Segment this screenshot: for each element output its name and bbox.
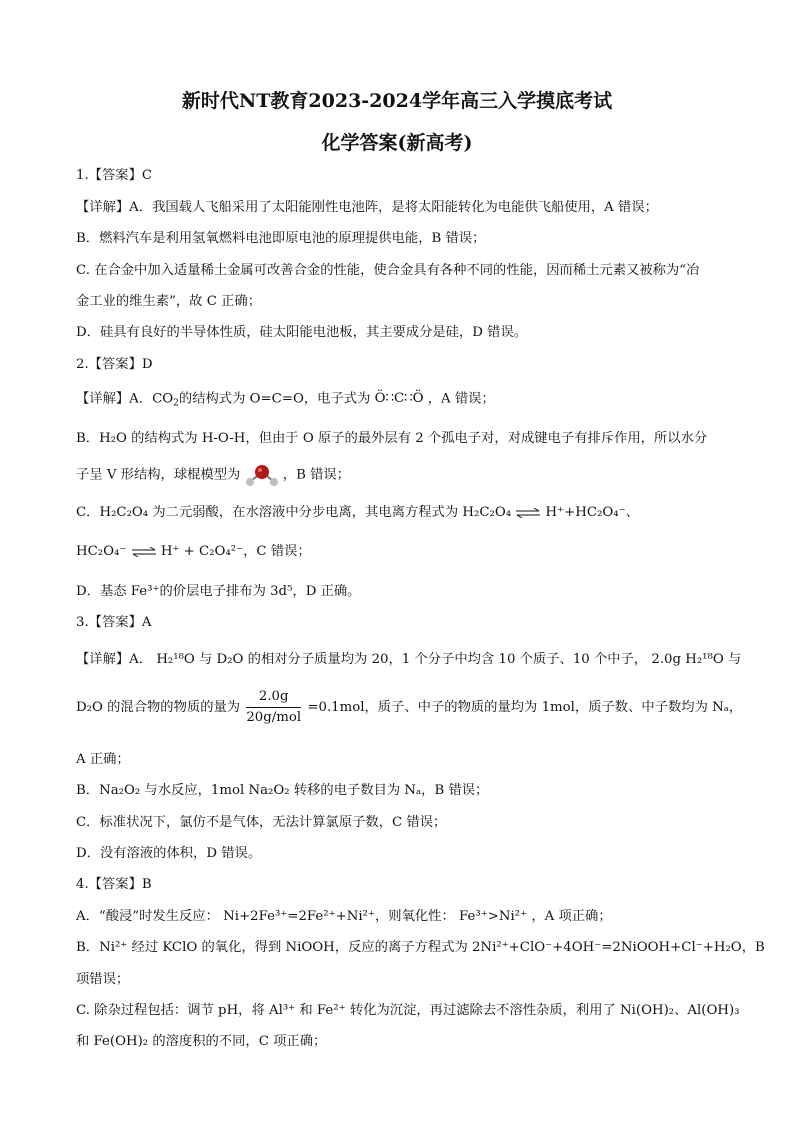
lewis-o-left: Ö [374, 391, 386, 406]
q2-a-prefix: 【详解】A．CO [76, 391, 174, 407]
q2-c2-prefix: HC₂O₄⁻ [76, 544, 127, 559]
q2-a-middle: 的结构式为 O=C=O，电子式为 [178, 391, 371, 407]
q3-option-a-line2 [76, 688, 743, 727]
q2-a-suffix: ，A 错误； [427, 391, 495, 407]
q4-option-c-line1: C. 除杂过程包括：调节 pH，将 Al³⁺ 和 Fe²⁺ 转化为沉淀，再过滤除去不溶性杂质，利用了 Ni(OH)₂、Al(OH)₃ [76, 1003, 740, 1018]
q2-b2-suffix: ，B 错误； [282, 467, 350, 483]
q2-answer: 2.【答案】D [76, 357, 153, 372]
lewis-c-center: ∷C∷ [385, 391, 413, 406]
q4-option-a: A．“酸浸”时发生反应： Ni+2Fe³⁺=2Fe²⁺+Ni²⁺，则氧化性： Fe³⁺>Ni²⁺ ，A 项正确； [76, 909, 612, 924]
q3-option-d: D．没有溶液的体积，D 错误。 [76, 846, 262, 861]
q1-option-d: D．硅具有良好的半导体性质，硅太阳能电池板，其主要成分是硅，D 错误。 [76, 325, 528, 340]
q2-b2-prefix: 子呈 V 形结构，球棍模型为 [76, 467, 241, 483]
q3-option-a-line3: A 正确； [76, 752, 130, 767]
q2-option-a [76, 390, 726, 413]
doc-title: 新时代NT教育2023-2024学年高三入学摸底考试 [181, 90, 613, 112]
q1-option-c-line1: C. 在合金中加入适量稀土金属可改善合金的性能，使合金具有各种不同的性能，因而稀土元素又被称为“冶 [76, 263, 700, 278]
q2-option-c-line2 [76, 543, 726, 561]
q1-option-b: B．燃料汽车是利用氢氧燃料电池即原电池的原理提供电能，B 错误； [76, 231, 486, 246]
q1-option-c-line2: 金工业的维生素”，故 C 正确； [76, 294, 261, 309]
q3-a2-suffix: =0.1mol，质子、中子的物质的量均为 1mol，质子数、中子数均为 Nₐ， [307, 700, 743, 715]
fraction-denominator: 20g/mol [246, 710, 302, 725]
q2-option-b-line1: B．H₂O 的结构式为 H-O-H，但由于 O 原子的最外层有 2 个孤电子对，对成键电子有排斥作用，所以水分 [76, 431, 708, 446]
q3-a2-prefix: D₂O 的混合物的物质的量为 [76, 700, 241, 715]
q3-option-a-line1: 【详解】A． H₂¹⁸O 与 D₂O 的相对分子质量均为 20，1 个分子中均含 10 个质子、10 个中子， 2.0g H₂¹⁸O 与 [76, 652, 742, 667]
q4-option-b-line1: B．Ni²⁺ 经过 KClO 的氧化，得到 NiOOH，反应的离子方程式为 2Ni²⁺+ClO⁻+4OH⁻=2NiOOH+Cl⁻+H₂O，B [76, 940, 765, 955]
q1-option-a: 【详解】A．我国载人飞船采用了太阳能刚性电池阵，是将太阳能转化为电能供飞船使用，A 错误； [76, 200, 658, 215]
q4-answer: 4.【答案】B [76, 877, 152, 892]
q3-option-c: C．标准状况下，氯仿不是气体，无法计算氯原子数，C 错误； [76, 815, 447, 830]
q3-answer: 3.【答案】A [76, 615, 152, 630]
fraction-numerator: 2.0g [246, 688, 301, 708]
q2-c2-suffix: H⁺ + C₂O₄²⁻，C 错误； [160, 544, 311, 559]
q3-option-b: B．Na₂O₂ 与水反应，1mol Na₂O₂ 转移的电子数目为 Nₐ，B 错误； [76, 783, 489, 798]
q2-c1-suffix: H⁺+HC₂O₄⁻、 [545, 505, 639, 520]
doc-subtitle: 化学答案(新高考) [321, 132, 473, 154]
mole-fraction [246, 688, 301, 727]
q2-c1-prefix: C．H₂C₂O₄ 为二元弱酸，在水溶液中分步电离，其电离方程式为 H₂C₂O₄ [76, 505, 512, 520]
q1-answer: 1.【答案】C [76, 168, 153, 183]
equilibrium-arrow-icon [131, 547, 157, 557]
q4-option-b-line2: 项错误； [76, 972, 130, 987]
water-ball-stick-model-icon [245, 462, 279, 488]
equilibrium-arrow-icon [515, 508, 541, 518]
co2-lewis-structure [375, 390, 424, 408]
q2-option-d: D．基态 Fe³⁺的价层电子排布为 3d⁵，D 正确。 [76, 584, 361, 599]
q2-option-c-line1 [76, 504, 726, 522]
q4-option-c-line2: 和 Fe(OH)₂ 的溶度积的不同，C 项正确； [76, 1034, 327, 1049]
q2-option-b-line2 [76, 462, 726, 488]
q2-a-subscript: 2 [173, 398, 179, 409]
lewis-o-right: Ö [412, 391, 424, 406]
